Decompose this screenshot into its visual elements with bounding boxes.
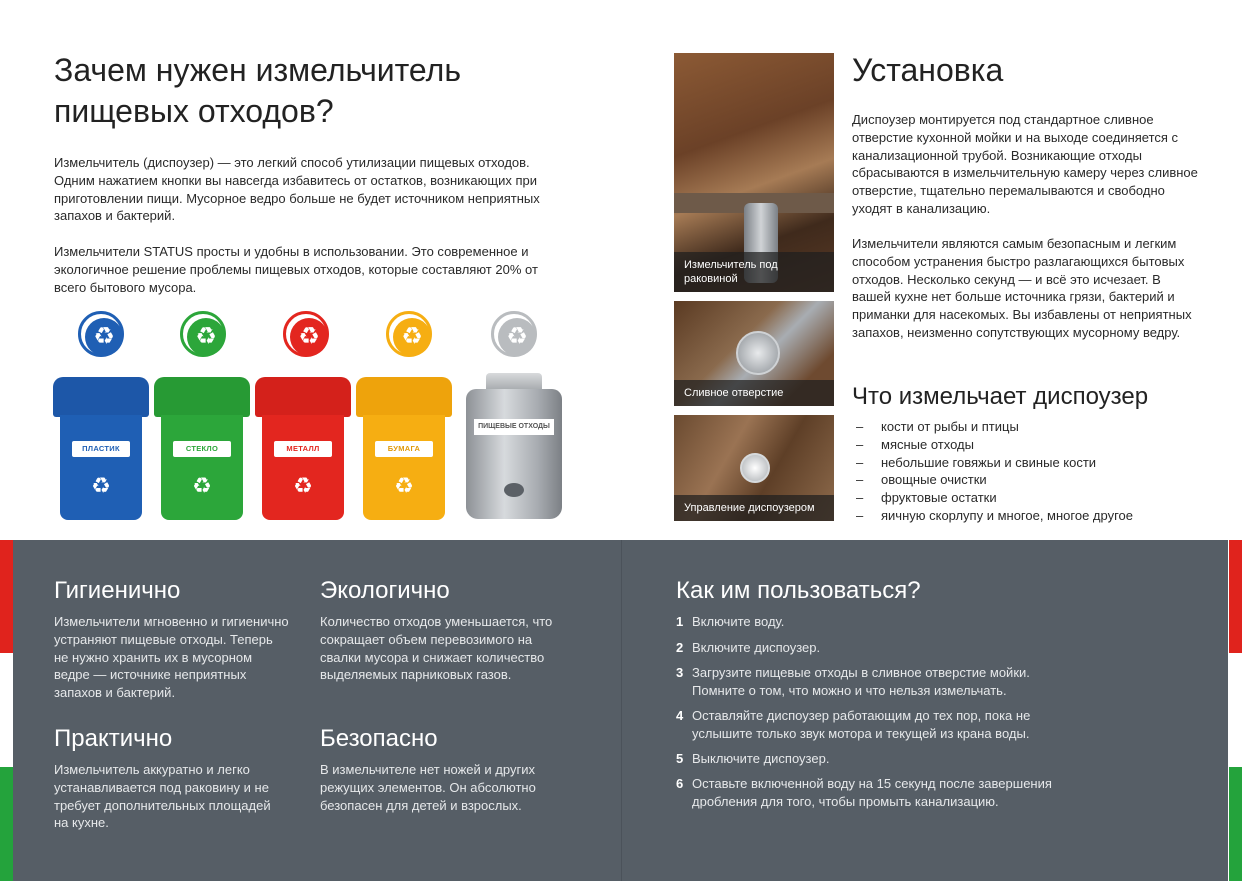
safe-text: В измельчителе нет ножей и других режущих элементов. Он абсолютно безопасен для детей и взрослых. (320, 762, 536, 813)
step-number: 3 (676, 665, 684, 680)
step-text: Включите диспоузер. (692, 640, 821, 655)
step-5 (676, 750, 1086, 768)
recycle-icon-food: ♻ (491, 311, 537, 357)
list-item: – яичную скорлупу и многое, многое другое (852, 507, 1212, 525)
list-item: – небольшие говяжьи и свиные кости (852, 454, 1212, 472)
what-title: Что измельчает диспоузер (852, 383, 1149, 410)
disposer-unit (466, 373, 562, 527)
recycle-icon: ♻ (91, 473, 111, 498)
list-item: – овощные очистки (852, 471, 1212, 489)
list-item: – мясные отходы (852, 436, 1212, 454)
what-list (852, 418, 1212, 525)
practical-title: Практично (54, 725, 173, 752)
drain-icon (736, 331, 780, 375)
bin-plastic (53, 377, 149, 525)
step-text: Включите воду. (692, 614, 785, 629)
photo-under-sink (674, 53, 834, 292)
eco-title: Экологично (320, 577, 450, 604)
page-title: Зачем нужен измельчитель пищевых отходов? (54, 52, 461, 129)
status-paragraph: Измельчители STATUS просты и удобны в использовании. Это современное и экологичное решение проблемы пищевых отходов, которые составляют 20% от всего бытового мусора. (54, 244, 538, 295)
install-paragraph-1: Диспоузер монтируется под стандартное сливное отверстие кухонной мойки и на выходе соединяется с канализационной трубой. Возникающие отходы сбрасываются в измельчительную камеру через сливное отверстие, тщательно перемалываются и свободно уходят в канализацию. (852, 112, 1198, 216)
recycle-icon: ♻ (293, 473, 313, 498)
install-paragraph-2: Измельчители являются самым безопасным и легким способом устранения быстро разлагающихся бытовых отходов. Несколько секунд — и всё это исчезает. В вашей кухне нет больше источника грязи, бактерий и приманки для насекомых. Вы избавлены от неприятных запахов, неизменно сопутствующих мусорному ведру. (852, 236, 1192, 340)
step-text: Выключите диспоузер. (692, 751, 830, 766)
step-4 (676, 707, 1086, 743)
intro-paragraph: Измельчитель (диспоузер) — это легкий способ утилизации пищевых отходов. Одним нажатием кнопки вы навсегда избавитесь от остатков, возникающих при приготовлении пищи. Мусорное ведро больше не будет источником неприятных запахов и бактерий. (54, 155, 540, 224)
step-number: 2 (676, 640, 684, 655)
recycle-icon-glass: ♻ (180, 311, 226, 357)
recycling-bins-illustration (50, 305, 570, 535)
bin-metal (255, 377, 351, 525)
step-number: 4 (676, 708, 684, 723)
hygiene-title: Гигиенично (54, 577, 181, 604)
photo-control (674, 415, 834, 521)
step-number: 5 (676, 751, 684, 766)
photo-caption: Сливное отверстие (674, 380, 834, 406)
step-text: Загрузите пищевые отходы в сливное отверстие мойки. Помните о том, что можно и что нельзя измельчать. (692, 665, 1030, 698)
recycle-icon: ♻ (394, 473, 414, 498)
list-item: – фруктовые остатки (852, 489, 1212, 507)
recycle-icon: ♻ (192, 473, 212, 498)
step-6 (676, 775, 1086, 811)
safe-title: Безопасно (320, 725, 438, 752)
step-2 (676, 639, 1086, 657)
flag-stripe-left (0, 540, 13, 881)
step-text: Оставьте включенной воду на 15 секунд после завершения дробления для того, чтобы промыть канализацию. (692, 776, 1052, 809)
photo-caption: Управление диспоузером (674, 495, 834, 521)
recycle-icon-paper: ♻ (386, 311, 432, 357)
step-text: Оставляйте диспоузер работающим до тех пор, пока не услышите только звук мотора и текущей из крана воды. (692, 708, 1031, 741)
hygiene-text: Измельчители мгновенно и гигиенично устраняют пищевые отходы. Теперь не нужно хранить их в мусорном ведре — источнике неприятных запахов и бактерий. (54, 614, 289, 701)
control-button-icon (740, 453, 770, 483)
recycle-icon-metal: ♻ (283, 311, 329, 357)
recycle-icon-plastic: ♻ (78, 311, 124, 357)
step-number: 6 (676, 776, 684, 791)
eco-text: Количество отходов уменьшается, что сокращает объем перевозимого на свалки мусора и снижает количество выделяемых парниковых газов. (320, 614, 553, 683)
step-3 (676, 664, 1086, 700)
bin-label: СТЕКЛО (173, 441, 231, 457)
bin-label: ПЛАСТИК (72, 441, 130, 457)
photo-drain (674, 301, 834, 406)
bin-label: БУМАГА (375, 441, 433, 457)
howto-title: Как им пользоваться? (676, 577, 921, 604)
practical-text: Измельчитель аккуратно и легко устанавливается под раковину и не требует дополнительных площадей на кухне. (54, 762, 271, 831)
bin-label: МЕТАЛЛ (274, 441, 332, 457)
install-title: Установка (852, 52, 1004, 88)
step-1 (676, 613, 1086, 631)
step-number: 1 (676, 614, 684, 629)
list-item: – кости от рыбы и птицы (852, 418, 1212, 436)
disposer-label: ПИЩЕВЫЕ ОТХОДЫ (474, 419, 554, 435)
flag-stripe-right (1229, 540, 1242, 881)
photo-caption: Измельчитель под раковиной (674, 252, 834, 292)
band-divider (621, 540, 622, 881)
bin-glass (154, 377, 250, 525)
bin-paper (356, 377, 452, 525)
